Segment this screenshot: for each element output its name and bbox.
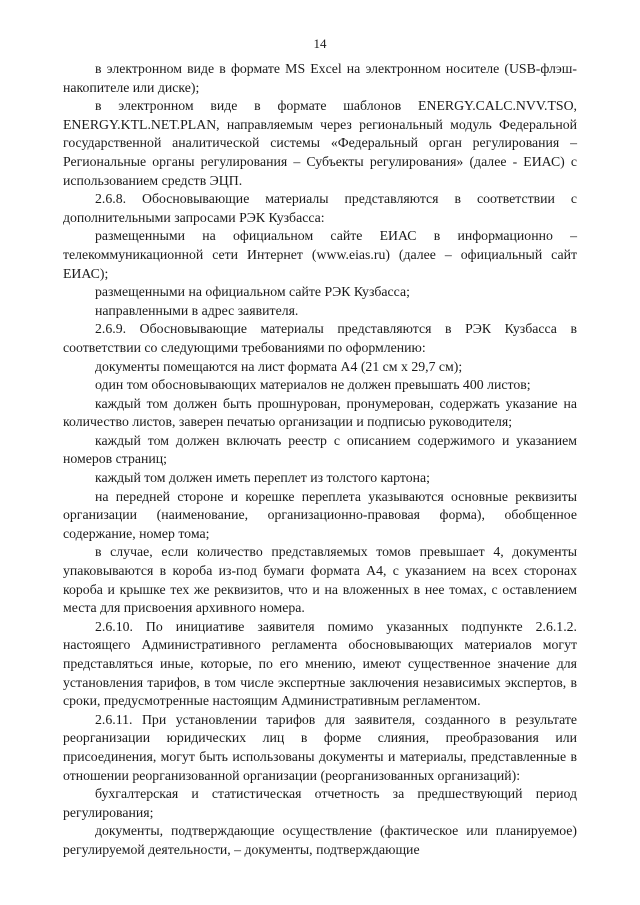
paragraph: 2.6.10. По инициативе заявителя помимо указанных подпункте 2.6.1.2. настоящего Административного регламента обосновывающих материалов могут представляться иные, которые, по его мнению, имеют существенное значение для установления тарифов, в том числе экспертные заключения независимых экспертов, в сроки, предусмотренные настоящим Административным регламентом. [63,618,577,709]
paragraph: каждый том должен быть прошнурован, пронумерован, содержать указание на количество листов, заверен печатью организации и подписью руководителя; [63,395,577,430]
paragraph: 2.6.11. При установлении тарифов для заявителя, созданного в результате реорганизации юридических лиц в форме слияния, преобразования или присоединения, могут быть использованы документы и материалы, представленные в отношении реорганизованной организации (реорганизованных организаций): [63,711,577,783]
paragraph: направленными в адрес заявителя. [95,302,299,318]
paragraph: 2.6.8. Обосновывающие материалы представляются в соответствии с дополнительными запросами РЭК Кузбасса: [63,191,577,225]
paragraph: бухгалтерская и статистическая отчетность за предшествующий период регулирования; [63,786,577,820]
paragraph: документы помещаются на лист формата А4 (21 см х 29,7 см); [95,358,463,374]
paragraph: размещенными на официальном сайте ЕИАС в информационно – телекоммуникационной сети Интернет (www.eias.ru) (далее – официальный сайт ЕИАС); [63,228,577,281]
paragraph: в электронном виде в формате шаблонов ENERGY.CALC.NVV.TSO, ENERGY.KTL.NET.PLAN, направляемым через региональный модуль Федеральной государственной аналитической системы «Федеральный орган регулирования – Региональные органы регулирования – Субъекты регулирования» (далее - ЕИАС) с использованием средств ЭЦП. [63,98,577,188]
paragraph: в электронном виде в формате MS Excel на электронном носителе (USB-флэш-накопителе или диске); [63,61,577,95]
document-body [63,60,577,860]
paragraph: на передней стороне и корешке переплета указываются основные реквизиты организации (наименование, организационно-правовая форма), обобщенное содержание, номер тома; [63,488,577,541]
paragraph: документы, подтверждающие осуществление (фактическое или планируемое) регулируемой деятельности, – документы, подтверждающие [63,823,577,857]
page-number: 14 [313,36,327,51]
paragraph: один том обосновывающих материалов не должен превышать 400 листов; [95,377,531,393]
paragraph: в случае, если количество представляемых томов превышает 4, документы упаковываются в короба из-под бумаги формата А4, с указанием на всех сторонах короба и крышке тех же реквизитов, что и на вложенных в нее томах, с оставлением места для присвоения архивного номера. [63,544,577,616]
paragraph: каждый том должен иметь переплет из толстого картона; [95,470,430,486]
paragraph: каждый том должен включать реестр с описанием содержимого и указанием номеров страниц; [63,432,577,467]
paragraph: размещенными на официальном сайте РЭК Кузбасса; [95,284,410,300]
paragraph: 2.6.9. Обосновывающие материалы представляются в РЭК Кузбасса в соответствии со следующими требованиями по оформлению: [63,321,577,355]
